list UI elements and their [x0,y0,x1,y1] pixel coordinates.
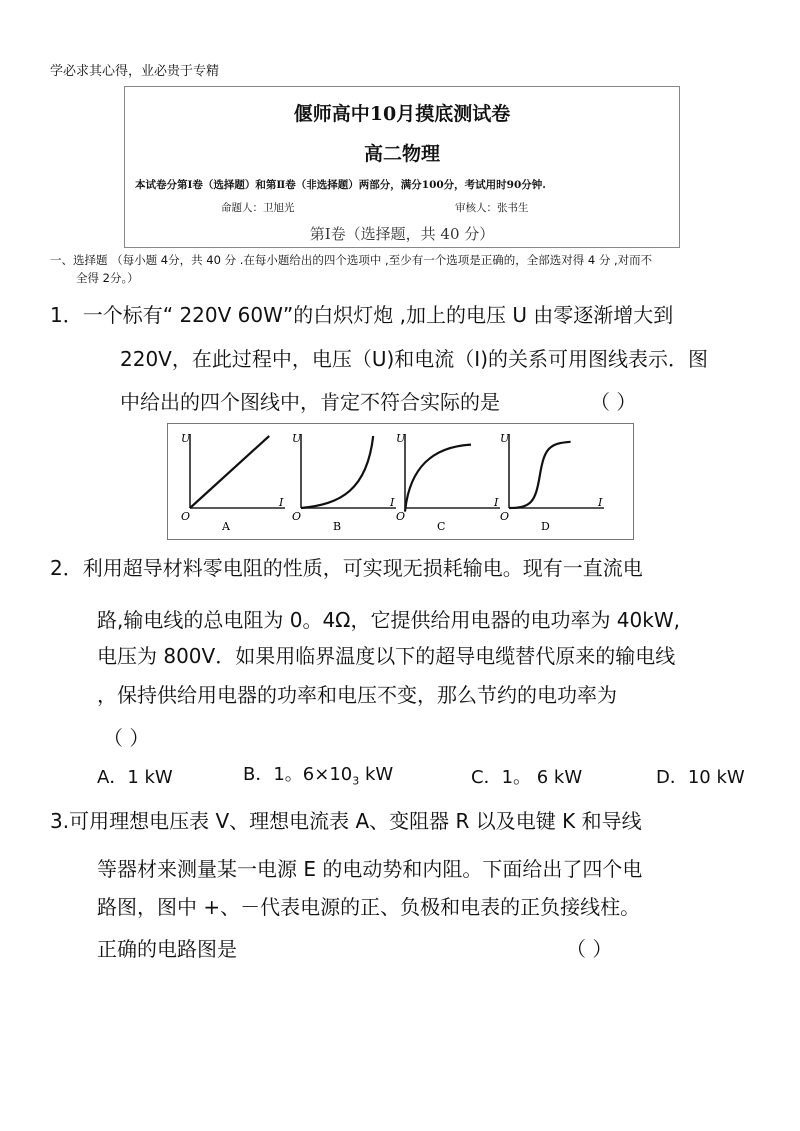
q3-answer-blank: （ ） [566,937,613,961]
graph-c-i-label: I [494,496,499,509]
graph-a-i-label: I [279,496,284,509]
graph-d-i-label: I [598,496,603,509]
graph-b-u-label: U [292,432,302,445]
q2-line4: ，保持供给用电器的功率和电压不变，那么节约的电功率为 [97,683,617,707]
section-instructions-cont: 全得 2分。） [76,271,139,285]
q3-line3: 路图，图中 +、－代表电源的正、负极和电表的正负接线柱。 [97,895,641,919]
graph-d-label: D [541,520,550,533]
q2-option-b-exponent: 3 [352,774,360,788]
graph-a-origin-label: O [181,510,191,523]
graph-c-u-label: U [396,432,406,445]
q2-option-b-text: B．1。6×10 [243,764,353,785]
q1-line3: 中给出的四个图线中，肯定不符合实际的是 [120,390,500,414]
exam-author: 命题人：卫旭光 [221,202,295,214]
q2-option-b [243,760,393,788]
graph-a-curve [190,436,269,508]
q2-option-d: D．10 kW [656,767,745,788]
exam-note: 本试卷分第Ⅰ卷（选择题）和第Ⅱ卷（非选择题）两部分，满分100分，考试用时90分钟. [135,179,546,191]
q1-line1: 1．一个标有“ 220V 60W”的白炽灯炮 ,加上的电压 U 由零逐渐增大到 [50,303,674,327]
exam-title: 偃师高中10月摸底测试卷 [293,103,511,125]
exam-subject: 高二物理 [363,143,440,165]
graph-d-origin-label: O [500,510,510,523]
graph-c-origin-label: O [396,510,406,523]
q1-line2: 220V，在此过程中，电压（U)和电流（I)的关系可用图线表示．图 [120,347,708,371]
q2-option-a: A．1 kW [97,767,173,788]
graph-b-i-label: I [390,496,395,509]
q2-option-b-unit: kW [359,764,394,785]
q3-line1: 3.可用理想电压表 V、理想电流表 A、变阻器 R 以及电键 K 和导线 [50,809,642,833]
q2-line2: 路,输电线的总电阻为 0。4Ω，它提供给用电器的电功率为 40kW, [97,608,680,632]
motto: 学必求其心得，业必贵于专精 [50,64,220,79]
graph-b-origin-label: O [292,510,302,523]
graph-a-label: A [222,520,230,533]
q1-answer-blank: （ ） [590,390,637,414]
q2-line1: 2．利用超导材料零电阻的性质，可实现无损耗输电。现有一直流电 [50,556,643,580]
graph-a-u-label: U [181,432,191,445]
graph-c-curve [405,445,471,512]
exam-reviewer: 审核人：张书生 [455,202,529,214]
graph-d-curve [509,442,571,508]
graph-b-label: B [333,520,342,533]
exam-header [124,86,680,248]
q3-line4: 正确的电路图是 [97,937,237,961]
q2-option-c: C．1。 6 kW [471,767,583,788]
q1-graphs-svg [168,424,633,539]
graph-d-u-label: U [500,432,510,445]
q1-graphs [167,423,634,540]
graph-b-curve [301,436,373,508]
q3-line2: 等器材来测量某一电源 E 的电动势和内阻。下面给出了四个电 [97,857,643,881]
q2-answer-blank: （ ） [103,726,150,750]
volume-heading: 第Ⅰ卷（选择题，共 40 分） [309,225,495,243]
section-instructions: 一、选择题 （每小题 4分，共 40 分 .在每小题给出的四个选项中 ,至少有一个选项是正确的，全部选对得 4 分 ,对而不 [50,253,653,267]
graph-c-label: C [437,520,446,533]
q2-line3: 电压为 800V．如果用临界温度以下的超导电缆替代原来的输电线 [97,644,676,668]
